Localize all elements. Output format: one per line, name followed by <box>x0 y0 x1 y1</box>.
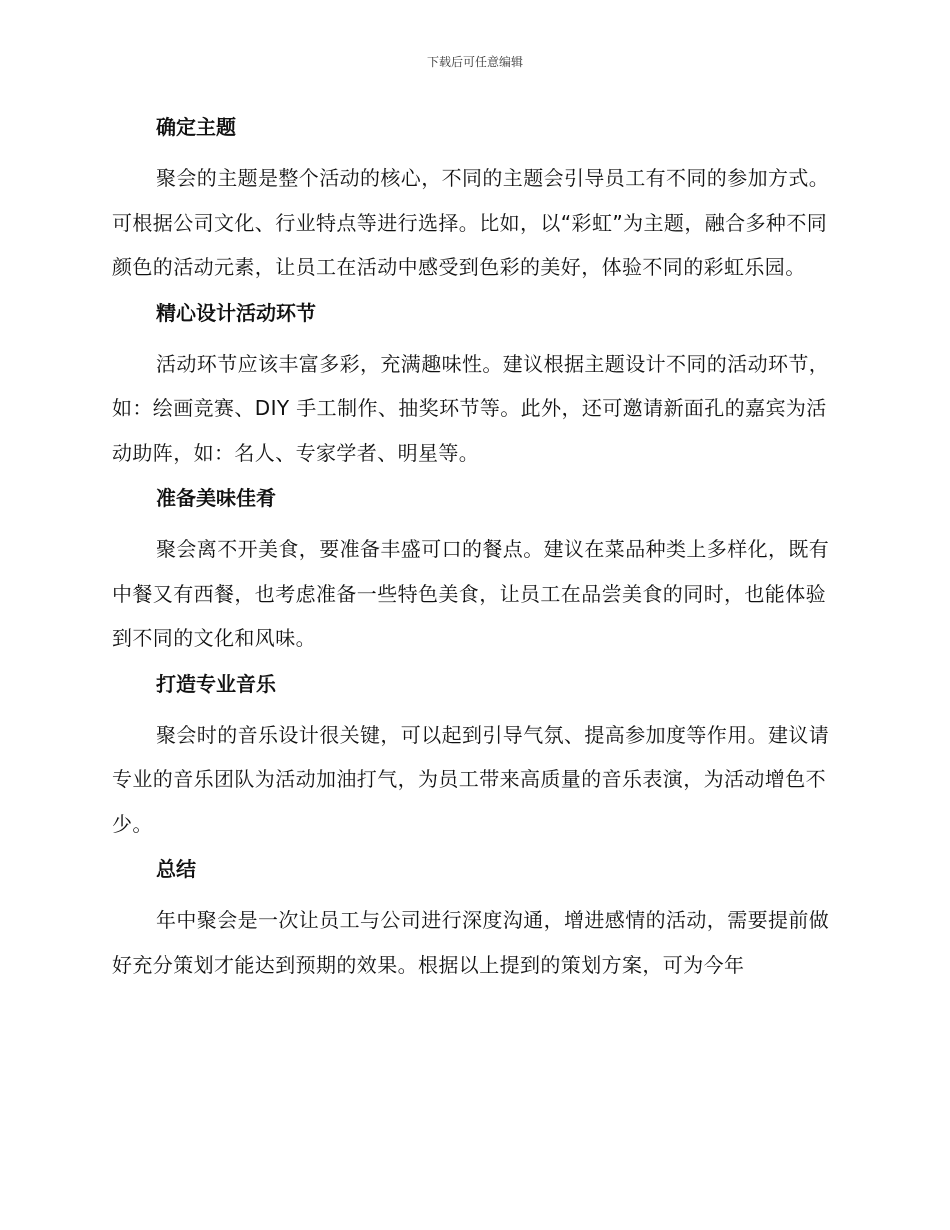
section-paragraph-food: 聚会离不开美食，要准备丰盛可口的餐点。建议在菜品种类上多样化，既有中餐又有西餐，也考虑准备一些特色美食，让员工在品尝美食的同时，也能体验到不同的文化和风味。 <box>112 537 830 650</box>
section-paragraph-music: 聚会时的音乐设计很关键，可以起到引导气氛、提高参加度等作用。建议请专业的音乐团队为活动加油打气，为员工带来高质量的音乐表演，为活动增色不少。 <box>112 722 830 836</box>
section-heading-food: 准备美味佳肴 <box>156 486 276 510</box>
page-header-note: 下载后可任意编辑 <box>426 55 523 69</box>
section-heading-summary: 总结 <box>156 857 196 881</box>
section-paragraph-theme: 聚会的主题是整个活动的核心，不同的主题会引导员工有不同的参加方式。可根据公司文化、行业特点等进行选择。比如，以“彩虹”为主题，融合多种不同颜色的活动元素，让员工在活动中感受到色彩的美好，体验不同的彩虹乐园。 <box>112 166 830 279</box>
section-heading-music: 打造专业音乐 <box>156 671 276 696</box>
document-body <box>112 112 832 995</box>
section-heading-theme: 确定主题 <box>156 115 236 139</box>
section-paragraph-summary: 年中聚会是一次让员工与公司进行深度沟通，增进感情的活动，需要提前做好充分策划才能达到预期的效果。根据以上提到的策划方案，可为今年 <box>112 908 830 977</box>
section-paragraph-activities: 活动环节应该丰富多彩，充满趣味性。建议根据主题设计不同的活动环节，如：绘画竞赛、DIY 手工制作、抽奖环节等。此外，还可邀请新面孔的嘉宾为活动助阵，如：名人、专家学者、明星等。 <box>112 351 830 465</box>
section-heading-activities: 精心设计活动环节 <box>156 300 316 325</box>
